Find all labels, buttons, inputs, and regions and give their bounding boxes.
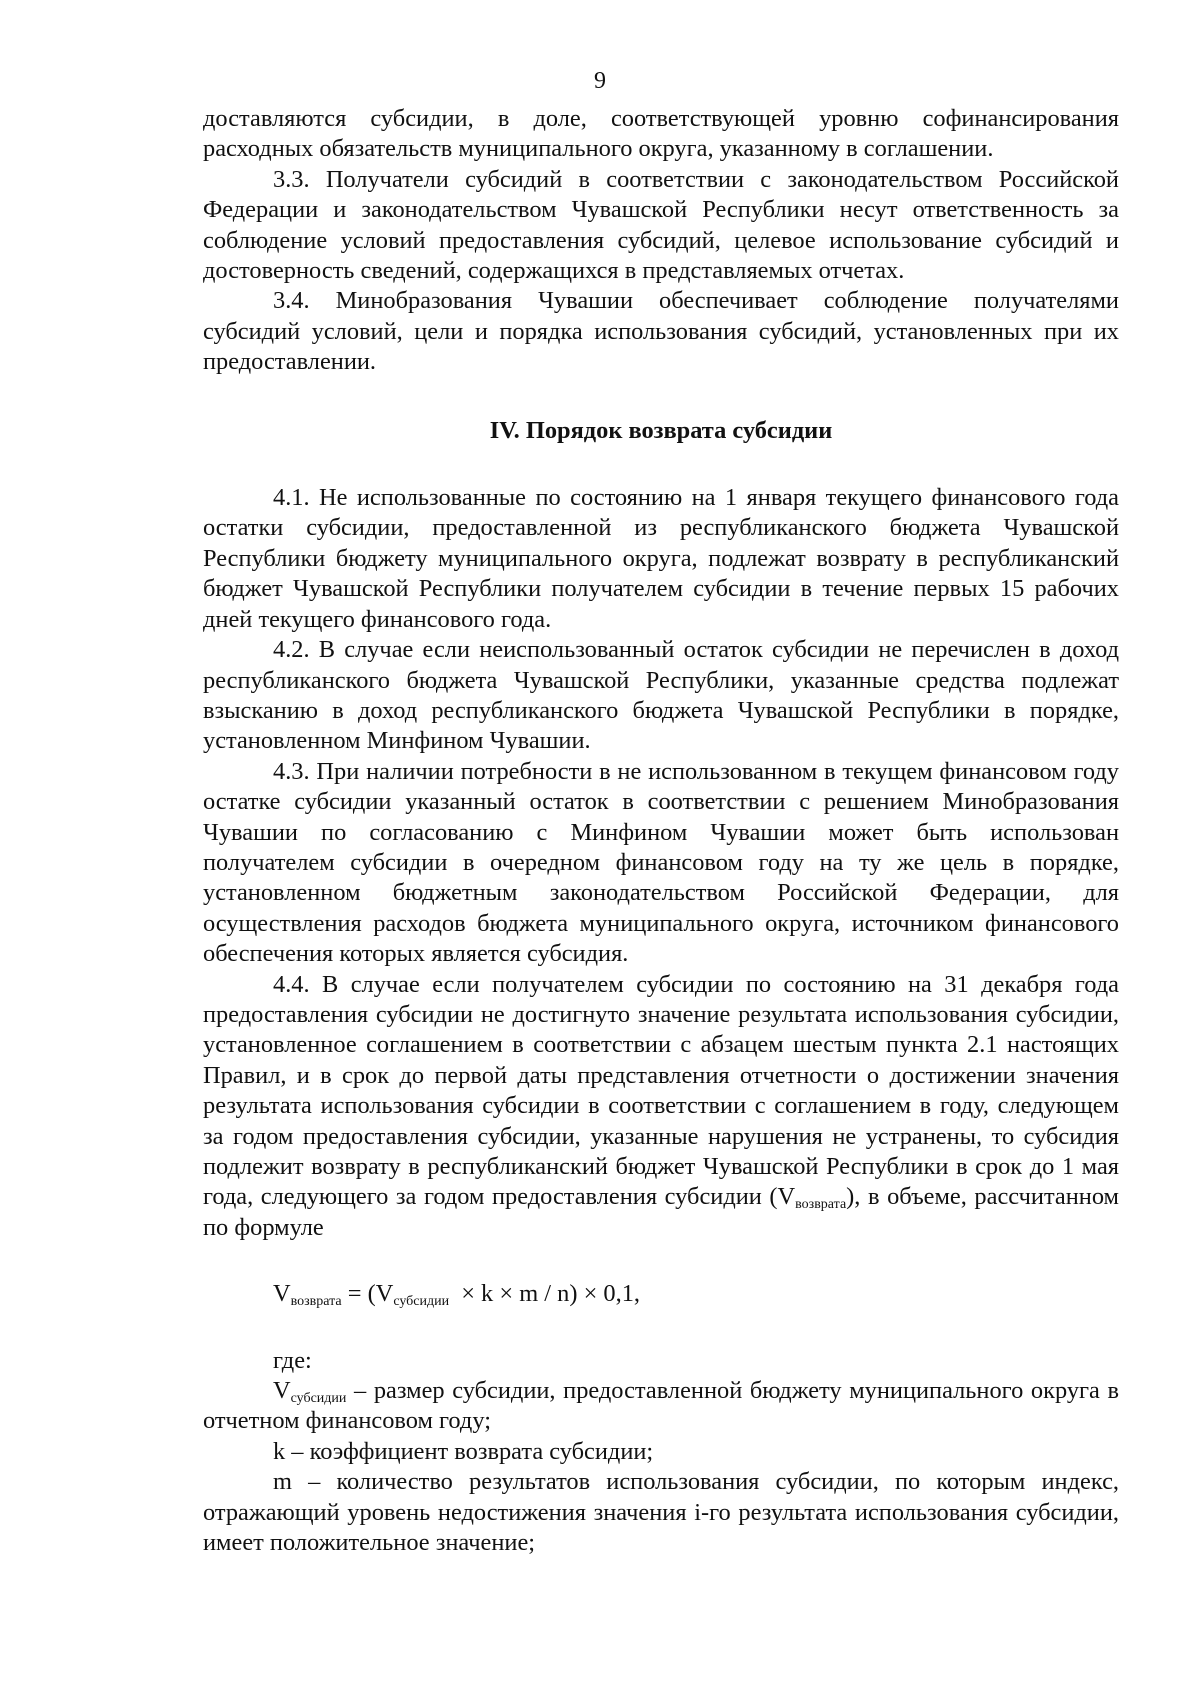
formula-lhs-var: V [273,1280,291,1308]
paragraph-4-4 [203,970,1119,1244]
formula-rest: × k × m / n) × 0,1, [455,1280,641,1308]
formula [273,1279,1119,1309]
definition-text: – количество результатов использования субсидии, по которым индекс, отражающий уровень недостижения значения i-го результата использования субсидии, имеет положительное значение; [203,1468,1119,1557]
definition-var: V [273,1377,291,1405]
formula-lhs-sub: возврата [290,1294,342,1310]
paragraph-3-4: 3.4. Минобразования Чувашии обеспечивает соблюдение получателями субсидий условий, цели и порядка использования субсидий, установленных при их предоставлении. [203,287,1119,376]
formula-eq-open: = (V [341,1280,394,1308]
document-body [203,104,1119,1558]
paragraph-4-1: 4.1. Не использованные по состоянию на 1 января текущего финансового года остатки субсидии, предоставленной из республиканского бюджета Чувашской Республики бюджету муниципального округа, подлежат возврату в республиканский бюджет Чувашской Республики получателем субсидии в течение первых 15 рабочих дней текущего финансового года. [203,484,1119,633]
definition-text: – размер субсидии, предоставленной бюджету муниципального округа в отчетном финансовом году; [203,1377,1119,1435]
definition-k [203,1437,1119,1467]
where-label: где: [273,1346,312,1374]
formula-rhs-sub: субсидии [393,1294,450,1310]
page-number: 9 [594,68,606,94]
paragraph-4-2: 4.2. В случае если неиспользованный остаток субсидии не перечислен в доход республиканского бюджета Чувашской Республики, указанные средства подлежат взысканию в доход республиканского бюджета Чувашской Республики в порядке, установленном Минфином Чувашии. [203,636,1119,755]
definition-var: m [273,1468,292,1496]
paragraph-continuation: доставляются субсидии, в доле, соответствующей уровню софинансирования расходных обязательств муниципального округа, указанному в соглашении. [203,105,1119,163]
paragraph-4-4-subscript: возврата [795,1197,847,1213]
definition-sub: субсидии [290,1391,347,1407]
definition-var: k [273,1437,286,1465]
section-heading: IV. Порядок возврата субсидии [489,416,833,444]
definition-v-subsidy [203,1376,1119,1437]
paragraph-4-4-tail: ), в объеме, рассчитанном по формуле [203,1183,1119,1241]
definition-m [203,1467,1119,1558]
paragraph-3-3: 3.3. Получатели субсидий в соответствии с законодательством Российской Федерации и законодательством Чувашской Республики несут ответственность за соблюдение условий предоставления субсидий, целевое использование субсидий и достоверность сведений, содержащихся в представляемых отчетах. [203,165,1119,285]
paragraph-4-4-text: 4.4. В случае если получателем субсидии по состоянию на 31 декабря года предоставления субсидии не достигнуто значение результата использования субсидии, установленное соглашением в соответствии с абзацем шестым пункта 2.1 настоящих Правил, и в срок до первой даты представления отчетности о достижении значения результата использования субсидии в соответствии с соглашением в году, следующем за годом предоставления субсидии, указанные нарушения не устранены, то субсидия подлежит возврату в республиканский бюджет Чувашской Республики в срок до 1 мая года, следующего за годом предоставления субсидии (V [203,970,1119,1211]
paragraph-4-3: 4.3. При наличии потребности в не использованном в текущем финансовом году остатке субсидии указанный остаток в соответствии с решением Минобразования Чувашии по согласованию с Минфином Чувашии может быть использован получателем субсидии в очередном финансовом году на ту же цель в порядке, установленном бюджетным законодательством Российской Федерации, для осуществления расходов бюджета муниципального округа, источником финансового обеспечения которых является субсидия. [203,757,1119,968]
definition-text: – коэффициент возврата субсидии; [285,1437,654,1465]
